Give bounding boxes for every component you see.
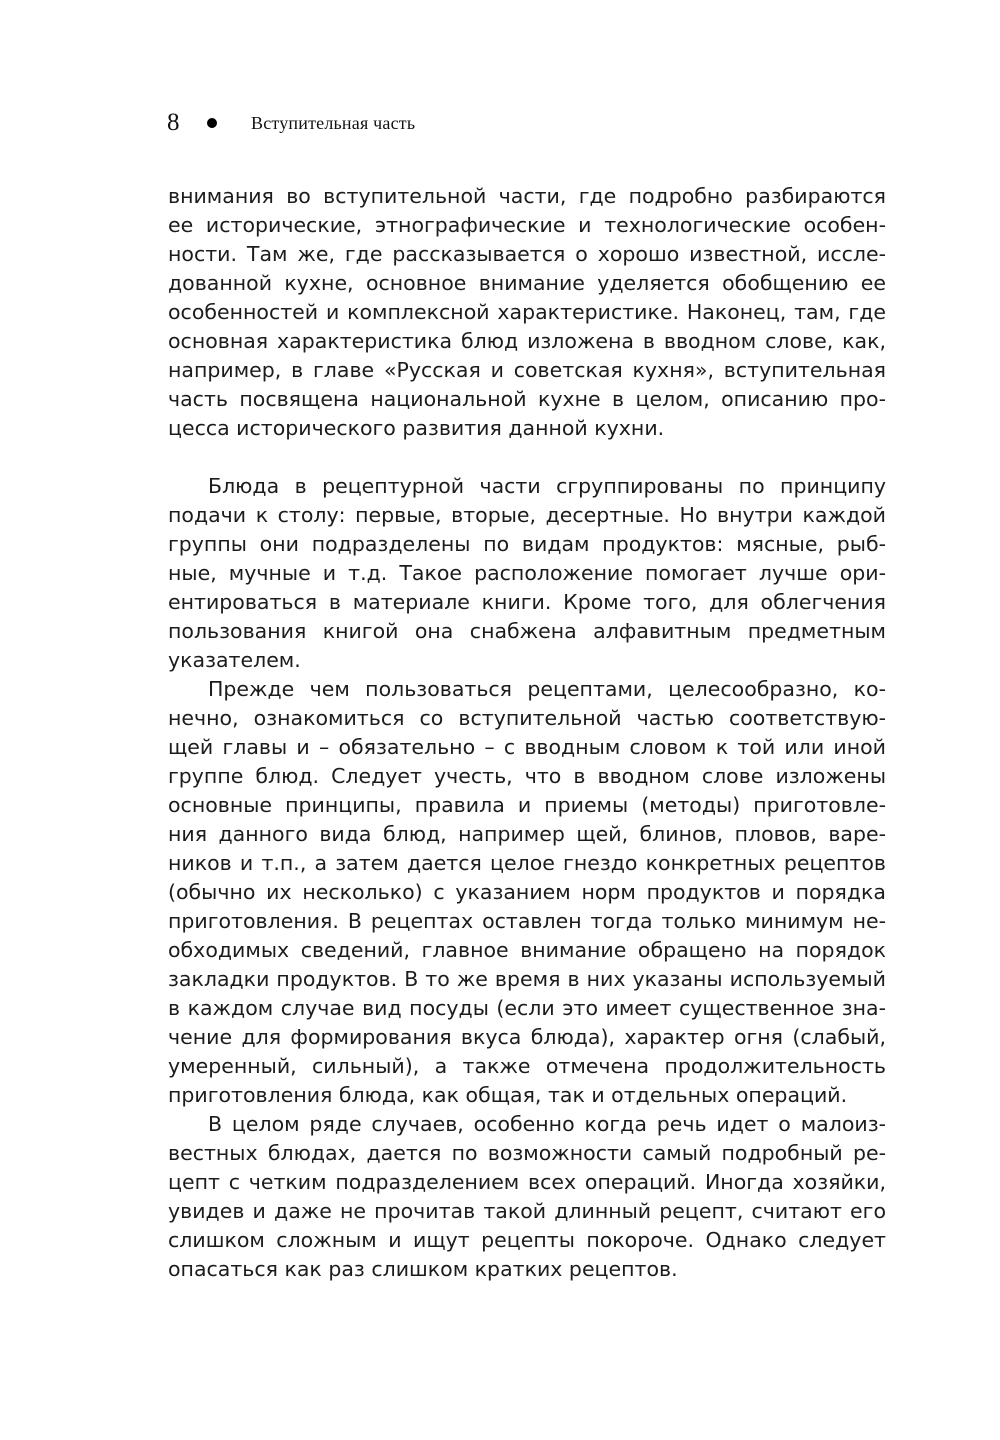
text-line: группе блюд. Следует учесть, что в вводном слове изложены: [168, 764, 886, 788]
text-line: цепт с четким подразделением всех операций. Иногда хозяйки,: [168, 1170, 886, 1194]
text-line: вестных блюдах, дается по возможности самый подробный ре-: [168, 1141, 886, 1165]
text-line: часть посвящена национальной кухне в целом, описанию про-: [168, 387, 886, 411]
text-line: увидев и даже не прочитав такой длинный рецепт, считают его: [168, 1199, 886, 1223]
text-line: пользования книгой она снабжена алфавитным предметным: [168, 619, 886, 643]
text-line: умеренный, сильный), а также отмечена продолжительность: [168, 1054, 886, 1078]
text-line: основные принципы, правила и приемы (методы) приготовле-: [168, 793, 886, 817]
body-text: [168, 182, 886, 1284]
paragraph: [168, 1110, 886, 1284]
page-number: 8: [167, 109, 180, 136]
text-line: закладки продуктов. В то же время в них указаны используемый: [168, 967, 886, 991]
text-line: ности. Там же, где рассказывается о хорошо известной, иссле-: [168, 242, 886, 266]
paragraph: [168, 182, 886, 443]
text-line: слишком сложным и ищут рецепты покороче. Однако следует: [168, 1228, 886, 1252]
text-line: основная характеристика блюд изложена в вводном слове, как,: [168, 329, 886, 353]
bullet-separator-icon: [207, 118, 217, 128]
text-line: ников и т.п., а затем дается целое гнездо конкретных рецептов: [168, 851, 886, 875]
section-title: Вступительная часть: [251, 112, 416, 133]
text-line: группы они подразделены по видам продуктов: мясные, рыб-: [168, 532, 886, 556]
text-line: внимания во вступительной части, где подробно разбираются: [168, 184, 886, 208]
text-line: (обычно их несколько) с указанием норм продуктов и порядка: [168, 880, 886, 904]
text-line: подачи к столу: первые, вторые, десертные. Но внутри каждой: [168, 503, 886, 527]
text-line: Прежде чем пользоваться рецептами, целесообразно, ко-: [208, 677, 886, 701]
text-line: опасаться как раз слишком кратких рецептов.: [168, 1257, 678, 1281]
paragraph: [168, 472, 886, 675]
running-header: [167, 108, 415, 138]
text-line: приготовления блюда, как общая, так и отдельных операций.: [168, 1083, 848, 1107]
paragraph: [168, 675, 886, 1110]
text-line: в каждом случае вид посуды (если это имеет существенное зна-: [168, 996, 886, 1020]
text-line: Блюда в рецептурной части сгруппированы по принципу: [208, 474, 886, 498]
text-line: чение для формирования вкуса блюда), характер огня (слабый,: [168, 1025, 886, 1049]
text-line: В целом ряде случаев, особенно когда речь идет о малоиз-: [208, 1112, 886, 1136]
text-line: особенностей и комплексной характеристике. Наконец, там, где: [168, 300, 886, 324]
text-line: обходимых сведений, главное внимание обращено на порядок: [168, 938, 886, 962]
text-line: щей главы и – обязательно – с вводным словом к той или иной: [168, 735, 886, 759]
text-line: например, в главе «Русская и советская кухня», вступительная: [168, 358, 886, 382]
text-line: указателем.: [168, 648, 301, 672]
text-line: ее исторические, этнографические и технологические особен-: [168, 213, 886, 237]
text-line: дованной кухне, основное внимание уделяется обобщению ее: [168, 271, 886, 295]
text-line: нечно, ознакомиться со вступительной частью соответствую-: [168, 706, 886, 730]
text-line: ные, мучные и т.д. Такое расположение помогает лучше ори-: [168, 561, 886, 585]
text-line: цесса исторического развития данной кухни.: [168, 416, 665, 440]
text-line: ния данного вида блюд, например щей, блинов, пловов, варе-: [168, 822, 886, 846]
text-line: приготовления. В рецептах оставлен тогда только минимум не-: [168, 909, 886, 933]
text-line: ентироваться в материале книги. Кроме того, для облегчения: [168, 590, 886, 614]
